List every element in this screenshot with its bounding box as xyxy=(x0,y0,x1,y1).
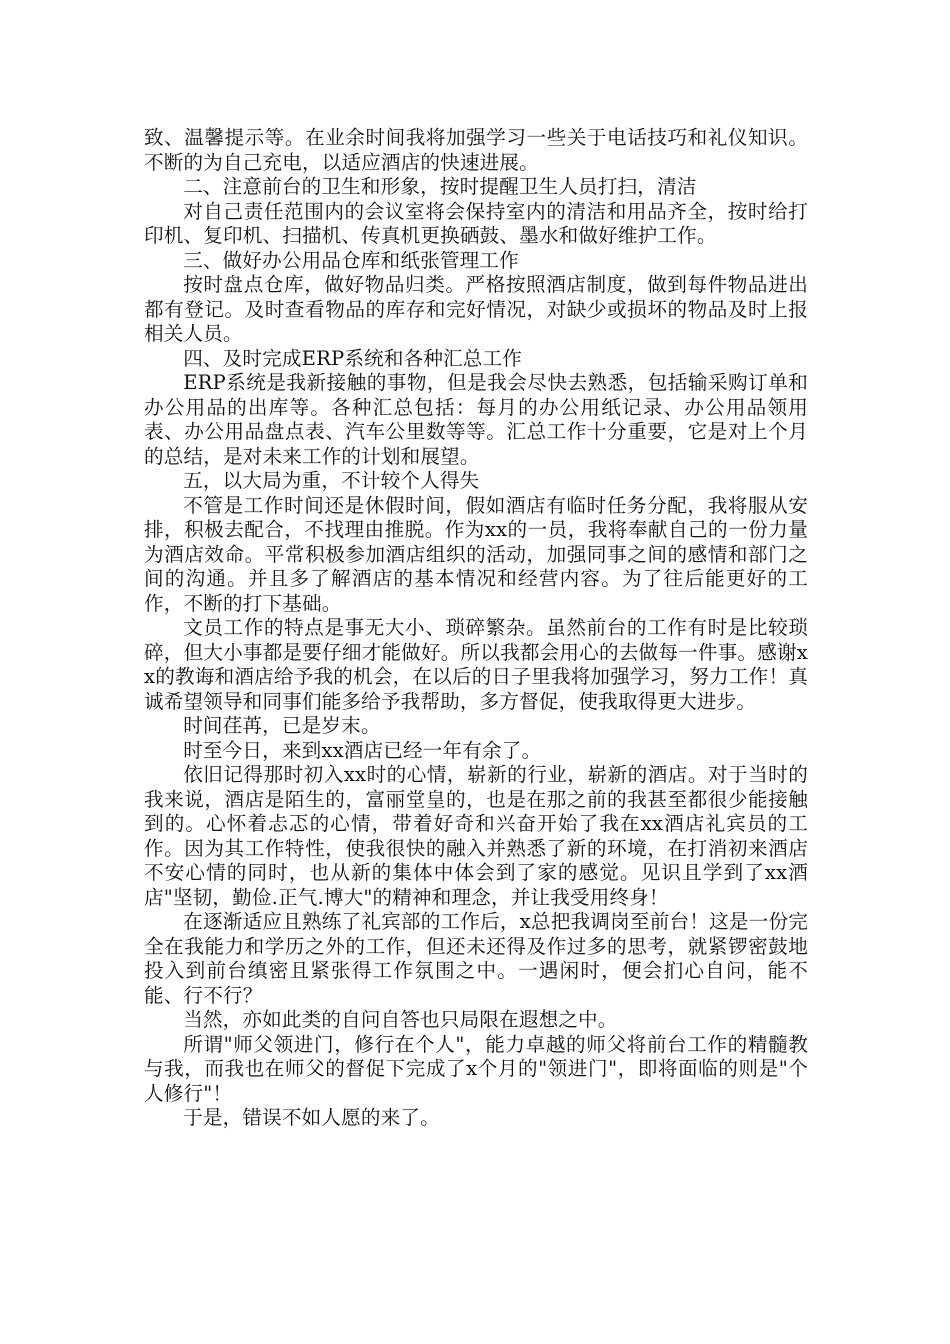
paragraph: 对自己责任范围内的会议室将会保持室内的清洁和用品齐全，按时给打印机、复印机、扫描机、传真机更换硒鼓、墨水和做好维护工作。 xyxy=(144,199,808,247)
paragraph: 所谓"师父领进门，修行在个人"，能力卓越的师父将前台工作的精髓教与我，而我也在师父的督促下完成了x个月的"领进门"，即将面临的则是"个人修行"！ xyxy=(144,1032,808,1105)
paragraph: ERP系统是我新接触的事物，但是我会尽快去熟悉，包括输采购订单和办公用品的出库等。各种汇总包括：每月的办公用纸记录、办公用品领用表、办公用品盘点表、汽车公里数等等。汇总工作十分重要，它是对上个月的总结，是对未来工作的计划和展望。 xyxy=(144,371,808,468)
paragraph: 于是，错误不如人愿的来了。 xyxy=(183,1106,440,1129)
paragraph: 时间荏苒，已是岁末。 xyxy=(183,714,381,737)
paragraph: 依旧记得那时初入xx时的心情，崭新的行业，崭新的酒店。对于当时的我来说，酒店是陌生的，富丽堂皇的，也是在那之前的我甚至都很少能接触到的。心怀着忐忑的心情，带着好奇和兴奋开始了我在xx酒店礼宾员的工作。因为其工作特性，使我很快的融入并熟悉了新的环境，在打消初来酒店不安心情的同时，也从新的集体中体会到了家的感觉。见识且学到了xx酒店"坚韧，勤俭.正气.博大"的精神和理念，并让我受用终身！ xyxy=(144,763,808,909)
paragraph: 不管是工作时间还是休假时间，假如酒店有临时任务分配，我将服从安排，积极去配合，不找理由推脱。作为xx的一员，我将奉献自己的一份力量为酒店效命。平常积极参加酒店组织的活动，加强同事之间的感情和部门之间的沟通。并且多了解酒店的基本情况和经营内容。为了往后能更好的工作，不断的打下基础。 xyxy=(144,493,808,615)
paragraph: 在逐渐适应且熟练了礼宾部的工作后，x总把我调岗至前台！这是一份完全在我能力和学历之外的工作，但还未还得及作过多的思考，就紧锣密鼓地投入到前台缜密且紧张得工作氛围之中。一遇闲时，便会扪心自问，能不能、行不行？ xyxy=(144,910,808,1007)
paragraph: 按时盘点仓库，做好物品归类。严格按照酒店制度，做到每件物品进出都有登记。及时查看物品的库存和完好情况，对缺少或损坏的物品及时上报相关人员。 xyxy=(144,273,808,345)
paragraph: 当然，亦如此类的自问自答也只局限在遐想之中。 xyxy=(183,1008,618,1031)
paragraph: 时至今日，来到xx酒店已经一年有余了。 xyxy=(183,738,542,762)
document-body xyxy=(144,126,808,1131)
section-heading: 五，以大局为重，不计较个人得失 xyxy=(183,469,480,492)
section-heading: 三、做好办公用品仓库和纸张管理工作 xyxy=(183,248,519,272)
paragraph: 致、温馨提示等。在业余时间我将加强学习一些关于电话技巧和礼仪知识。不断的为自己充电，以适应酒店的快速进展。 xyxy=(144,126,808,174)
section-heading: 四、及时完成ERP系统和各种汇总工作 xyxy=(183,346,523,370)
section-heading: 二、注意前台的卫生和形象，按时提醒卫生人员打扫，清洁 xyxy=(183,175,697,198)
paragraph: 文员工作的特点是事无大小、琐碎繁杂。虽然前台的工作有时是比较琐碎，但大小事都是要仔细才能做好。所以我都会用心的去做每一件事。感谢xx的教诲和酒店给予我的机会，在以后的日子里我将加强学习，努力工作！真诚希望领导和同事们能多给予我帮助，多方督促，使我取得更大进步。 xyxy=(144,616,808,713)
